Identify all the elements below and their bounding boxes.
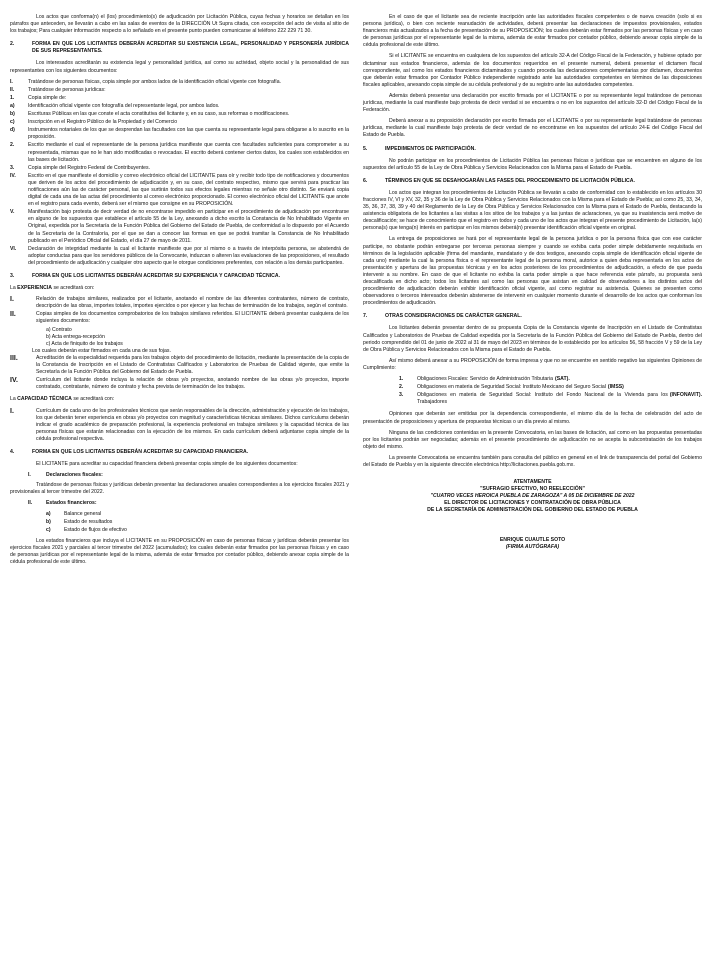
section-title: TÉRMINOS EN QUE SE DESAHOGARÁN LAS FASES DEL PROCEDIMIENTO DE LICITACIÓN PÚBLICA. — [385, 177, 635, 184]
signature-place-date: "CUATRO VECES HEROICA PUEBLA DE ZARAGOZA" A 05 DE DICIEMBRE DE 2022 — [430, 493, 635, 500]
list-item-label: II. — [10, 86, 15, 93]
list-item-text: Escrito en el que manifieste el domicilio y correo electrónico oficial del LICITANTE para oír y recibir todo tipo de notificaciones y documentos que deriven de los actos del procedimiento de adjudicación y, en su caso, del contrato respectivo, mismo que servirá para practicar las notificaciones aún las de carácter personal, las que surtirán todos sus efectos legales mientras no señale otro distinto. Se enviará copia digital de cada una de las actas del procedimiento al correo electrónico proporcionado. El correo electrónico oficial del LICITANTE que anote en el registro para cada evento, deberá ser el mismo que consigne en su PROPOSICIÓN. — [28, 172, 349, 208]
list-item-text: Obligaciones en materia de Seguridad Social: Instituto del Fondo Nacional de la Vivienda para los Trabajadores — [417, 392, 668, 406]
list-item-label: I. — [10, 78, 13, 85]
list-item-label: c) — [10, 119, 15, 126]
section-7-paragraph-3: Opiniones que deberán ser emitidas por la dependencia correspondiente, el mismo día de la fecha de celebración del acto de presentación de proposiciones y apertura de propuestas técnicas o un día previo al mismo. — [363, 411, 702, 425]
section-number: 3. — [10, 273, 15, 279]
list-item — [10, 355, 349, 376]
section-number: 7. — [363, 313, 368, 320]
list-item — [10, 103, 349, 110]
item-label: I. — [28, 472, 31, 479]
section-6-paragraph-2: La entrega de proposiciones se hará por el representante legal de la persona jurídica o por la persona física que con ese carácter participe, no obstante podrán entregarse por terceras personas siempre y cuando se exhiba carta poder simple debidamente requisitada en términos de la legislación aplicable (firma del mandante, mandatario y de dos testigos, anexando copia simple de identificación oficial vigente de cada uno) mediante la cual la persona física o el representante legal de la persona moral, autorice a quien deba representarla en los actos de presentación y apertura de las propuestas técnicas y en los actos posteriores de los procedimientos de adjudicación, a efecto de que pueda intervenir a su nombre. En caso de que el licitante no exhiba la carta poder simple a que hace referencia este párrafo, su propuesta será descalificada en dicho acto; todos los licitantes así como las personas que asistan en calidad de observadores a los distintos actos del procedimiento de adjudicación deberán exhibir identificación oficial vigente, así como registrar su asistencia. Quienes se presenten como observadores o terceros interesados deberán abstenerse de intervenir en cualquier momento durante el desarrollo de los actos que conforman los procedimientos de adjudicación. — [363, 236, 702, 307]
section-title: FORMA EN QUE LOS LICITANTES DEBERÁN ACREDITAR SU EXISTENCIA LEGAL, PERSONALIDAD Y PERSONERÍA JURÍDICA DE SUS REPRESENTANTES. — [32, 41, 349, 55]
experience-list — [10, 296, 349, 325]
section-7-paragraph-1: Los licitantes deberán presentar dentro de su propuesta Copia de la Constancia vigente de Inscripción en el Listado de Contratistas Calificados y Laboratorios de Pruebas de Calidad expedida por la Secretaría de la Función Pública del Gobierno del Estado de Puebla, dentro del periodo comprendido del 01 de junio de 2022 al 31 de mayo del 2023 en términos de lo establecido por los artículos 56, 58 fracción V y 59 de la Ley de Obra Pública y Servicios Relacionados con la Misma para el Estado de Puebla. — [363, 325, 702, 353]
list-item-label: III. — [10, 354, 18, 362]
right-column — [363, 14, 702, 943]
list-item-label: II. — [10, 311, 16, 319]
section-7-paragraph-2: Así mismo deberá anexar a su PROPOSICIÓN de forma impresa y que no se encuentre en sentido negativo las siguientes Opiniones de Cumplimiento: — [363, 357, 702, 371]
experience-docs-list — [46, 327, 349, 348]
list-item — [10, 79, 349, 86]
list-item-label: 1. — [399, 376, 404, 383]
section-number: 4. — [10, 448, 15, 455]
signature-closing: ATENTAMENTE — [513, 479, 552, 486]
list-item-text: Copias simples de los documentos comprobatorios de los trabajos similares referidos. El LICITANTE deberá presentar cualquiera de los siguientes documentos: — [36, 311, 349, 325]
financial-statements-heading — [28, 500, 349, 507]
experience-docs — [10, 327, 349, 348]
list-item-acronym: (IMSS) — [607, 384, 624, 391]
list-item-text: Escrituras Públicas en las que conste el acta constitutiva del licitante y, en su caso, sus reformas o modificaciones. — [28, 111, 290, 118]
list-item-text: Tratándose de personas físicas, copia simple por ambos lados de la identificación oficial vigente con fotografía. — [28, 78, 281, 85]
list-item-text: Manifestación bajo protesta de decir verdad de no encontrarse impedido en participar en el procedimiento de adjudicación por encontrarse en alguno de los supuestos que establece el artículo 55 de la Ley, anexando a dicho escrito la Constancia de No Inhabilitado Vigente en Original, expedida por la Secretaría de la Función Pública del Gobierno del Estado de Puebla, de conformidad a lo dispuesto por el Acuerdo de la Secretaría de la Contraloría, por el que se dan a conocer las formas en que se podrá tramitar la Constancia de No Inhabilitado publicado en el Periódico Oficial del Estado, el día 27 de mayo de 2011. — [28, 209, 349, 244]
capacity-label: CAPACIDAD TÉCNICA — [17, 396, 72, 403]
capacity-intro-post: se acreditará con: — [73, 396, 115, 403]
signature-position: EL DIRECTOR DE LICITACIONES Y CONTRATACIÓN DE OBRA PÚBLICA — [444, 500, 621, 507]
list-item — [10, 165, 349, 172]
section-2-list — [10, 79, 349, 267]
section-5-text: No podrán participar en los procedimientos de Licitación Pública las personas físicas o jurídicas que se encuentren en alguno de los supuestos del artículo 55 de la Ley de Obra Pública y Servicios Relacionados con la Misma para el Estado de Puebla. — [363, 157, 702, 171]
section-title: FORMA EN QUE LOS LICITANTES DEBERÁN ACREDITAR SU EXPERIENCIA Y CAPACIDAD TÉCNICA. — [32, 273, 280, 279]
document-type-item: a) Contrato — [46, 326, 72, 333]
list-item-acronym: (INFONAVIT). — [669, 392, 702, 399]
list-item-text: Escrito mediante el cual el representante de la persona jurídica manifieste que cuenta con facultades suficientes para comprometer a su representada, mismas que no le han sido modificadas o revocadas. El escrito deberá contener ciertos datos, los cuales son establecidos en las bases de licitación. — [28, 142, 349, 163]
item-title: Estados financieros: — [46, 500, 97, 507]
list-item-acronym: (SAT). — [555, 376, 570, 383]
capacity-intro — [10, 396, 349, 403]
experience-intro-pre: La — [10, 285, 16, 292]
signature-note: (FIRMA AUTÓGRAFA) — [505, 543, 560, 550]
list-item — [399, 376, 702, 383]
section-title: IMPEDIMENTOS DE PARTICIPACIÓN. — [385, 145, 476, 152]
fiscal-declarations-text: Tratándose de personas físicas y jurídicas deberán presentar las declaraciones anuales correspondientes a los ejercicios fiscales 2021 y provisionales al tercer trimestre del 2022. — [10, 482, 349, 496]
list-item-text: Estado de flujos de efectivo — [64, 526, 127, 533]
list-item-label: a) — [46, 510, 51, 517]
financial-statements-text: Los estados financieros que incluya el LICITANTE en su PROPOSICIÓN en caso de personas físicas y jurídicas deberán presentar los ejercicios fiscales 2021 y parciales al tercer trimestre del 2022 (acumulados); los cuales deberán estar firmados por las personas físicas y en caso de personas jurídicas por el representante legal de la misma, además de estar firmados por contador público, debiendo anexar copia simple de la cédula profesional de este último. — [10, 537, 349, 566]
signatory-name: ENRIQUE CUAUTLE SOTO — [499, 536, 566, 543]
list-item-label: V. — [10, 209, 15, 216]
list-item-label: I. — [10, 296, 14, 304]
item-label: II. — [28, 500, 33, 507]
list-item — [10, 311, 349, 325]
fiscal-opinion-paragraph: Si el LICITANTE se encuentra en cualquiera de los supuestos del artículo 32-A del Código Fiscal de la Federación, y hubiese optado por dictaminar sus estados financieros, además de los documentos requeridos en el presente numeral, deberá presentar el dictamen fiscal correspondiente, así como los estados financieros dictaminados y cuando proceda las declaraciones complementarias por dictamen, documentos que deberán estar firmados por Contador Público independiente registrado ante las autoridades competentes en términos de las disposiciones fiscales aplicables, anexando copia simple de su cédula profesional y de su registro ante las autoridades competentes. — [363, 53, 702, 88]
signature-motto: "SUFRAGIO EFECTIVO, NO REELECCIÓN" — [480, 486, 585, 493]
experience-list-2 — [10, 355, 349, 391]
experience-intro — [10, 285, 349, 292]
article-32d-paragraph: Además deberá presentar una declaración por escrito firmada por el LICITANTE o por su representante legal tratándose de personas jurídicas, mediante la cual manifieste bajo protesta de decir verdad si se encuentra o no en los supuestos del artículo 32-D del Código Fiscal de la Federación. — [363, 92, 702, 114]
list-item — [399, 384, 702, 391]
section-7-heading — [363, 313, 702, 320]
list-item — [10, 127, 349, 141]
list-item — [46, 511, 349, 518]
list-item-text: Currículum del licitante donde incluya la relación de obras y/o proyectos, anotando nombre de las obras y/o proyectos, importe contratado, contratante, número de contrato y fecha prevista de terminación de los trabajos. — [36, 377, 349, 391]
list-item-label: b) — [46, 518, 51, 525]
fiscal-declarations-heading — [28, 472, 349, 479]
experience-intro-post: se acreditará con: — [53, 285, 95, 292]
experience-label: EXPERIENCIA — [17, 285, 53, 292]
list-item-text: Obligaciones en materia de Seguridad Social: Instituto Mexicano del Seguro Social — [417, 384, 606, 391]
section-6-paragraph-1: Los actos que integran los procedimientos de Licitación Pública se llevarán a cabo de conformidad con lo establecido en los artículos 30 fracciones IV, VI y XV, 32, 35 y 36 de la Ley de Obra Pública y Servicios Relacionados con la Misma para el Estado de Puebla; así como 25, 33, 34, 35, 36, 37, 38, 39 y 40 del Reglamento de la Ley de Obra Pública y Servicios Relacionados con la Misma para el Estado de Puebla, destacando la asistencia obligatoria de los licitantes a las visitas a los sitios de los trabajos y a las juntas de aclaraciones, ya que su inasistencia será motivo de descalificación; se hace de conocimiento que el registro en todos y cada uno de los actos que integran el presente procedimiento de Licitación, la(s) persona(s) que tenga(n) interés en participar en los mismos deberá(n) presentar identificación oficial vigente en original. — [363, 189, 702, 232]
list-item — [10, 209, 349, 244]
section-title: FORMA EN QUE LOS LICITANTES DEBERÁN ACREDITAR SU CAPACIDAD FINANCIERA. — [32, 448, 249, 455]
list-item-label: 3. — [399, 392, 404, 399]
list-item-label: d) — [10, 127, 15, 134]
list-item-label: VI. — [10, 245, 17, 252]
section-number: 2. — [10, 41, 15, 48]
section-title: OTRAS CONSIDERACIONES DE CARÁCTER GENERAL. — [385, 313, 522, 320]
article-24e-paragraph: Deberá anexar a su proposición declaración por escrito firmada por el LICITANTE o por su representante legal tratándose de personas jurídicas, mediante la cual manifieste bajo protesta de decir verdad de no encontrarse en los supuestos del artículo 24-E del Código Fiscal del Estado de Puebla. — [363, 118, 702, 139]
capacity-intro-pre: La — [10, 396, 16, 403]
section-2-heading — [10, 41, 349, 55]
section-2-intro: Los interesados acreditarán su existencia legal y personalidad jurídica, así como su actividad, objeto social y la personalidad de sus representantes con los siguientes documentos: — [10, 60, 349, 74]
list-item — [10, 246, 349, 267]
section-4-heading — [10, 449, 349, 456]
recent-registration-paragraph: En el caso de que el licitante sea de reciente inscripción ante las autoridades fiscales competentes o de nueva creación (solo si es persona jurídica), o bien con reciente reanudación de actividades, deberá presentar las declaraciones de impuestos provisionales, estados financieros más actualizados a la fecha de presentación de su PROPOSICIÓN; los cuales deberán estar firmados por las personas físicas y en caso de personas jurídicas por el representante legal de la misma, además de estar firmados por contador público, debiendo anexar copia simple de la cédula profesional de este último. — [363, 14, 702, 49]
section-5-heading — [363, 146, 702, 153]
document-type-item: c) Acta de finiquito de los trabajos — [46, 340, 123, 347]
list-item-text: Identificación oficial vigente con fotografía del representante legal, por ambos lados. — [28, 102, 220, 109]
list-item — [10, 377, 349, 391]
section-4-intro: El LICITANTE para acreditar su capacidad financiera deberá presentar copia simple de los siguientes documentos: — [36, 461, 298, 468]
list-item — [10, 111, 349, 118]
section-number: 5. — [363, 145, 368, 152]
list-item — [10, 173, 349, 208]
list-item-text: Balance general — [64, 510, 102, 517]
list-item — [10, 95, 349, 102]
list-item-text: Currículum de cada uno de los profesionales técnicos que serán responsables de la dirección, administración y ejecución de los trabajos, los que deberán tener experiencia en obras y/o proyectos con magnitud y características técnicas similares. Dichos currículums deberán indicar el grado académico de preparación profesional, la experiencia profesional en trabajos similares y la capacidad técnica de las personas físicas que estarán relacionadas con la ejecución de los mismos. En cada currículum deberá adjuntarse copia simple de la cédula profesional respectiva. — [36, 407, 349, 442]
list-item-text: Relación de trabajos similares, realizados por el licitante, anotando el nombre de las diferentes contratantes, número de contrato, descripción de las obras, importes totales, importes ejercidos o por ejercer y las fechas de terminación de los trabajos, según el contrato. — [36, 296, 349, 310]
signature-block — [363, 479, 702, 551]
list-item — [10, 296, 349, 310]
list-item-text: Estado de resultados — [64, 518, 113, 525]
list-item — [10, 87, 349, 94]
intro-paragraph: Los actos que conforma(n) el (los) procedimiento(s) de adjudicación por Licitación Pública, cuyas fechas y horarios se detallan en los párrafos que anteceden, se llevarán a cabo en las salas de eventos de la DIRECCIÓN Ut Supra citada, con excepción del acto de visita al sitio de los trabajos; Para cualquier información respecto a lo señalado en el presente punto pueden comunicarse al teléfono 222 229 71 30. — [10, 14, 349, 35]
list-item-label: IV. — [10, 172, 16, 179]
section-3-heading — [10, 273, 349, 280]
list-item-label: 2. — [399, 384, 404, 391]
list-item-label: I. — [10, 407, 14, 415]
section-7-paragraph-5: La presente Convocatoria se encuentra también para consulta del público en general en el link de transparencia del portal del Gobierno del Estado de Puebla y en la siguiente dirección electrónica http://licitaciones.puebla.gob.mx. — [363, 454, 702, 468]
list-item — [46, 527, 349, 534]
left-column — [10, 14, 349, 943]
list-item-label: a) — [10, 102, 15, 109]
list-item — [399, 392, 702, 406]
financial-statements-list — [10, 511, 349, 534]
list-item-text: Inscripción en el Registro Público de la Propiedad y del Comercio — [28, 119, 178, 126]
compliance-opinions-list — [363, 376, 702, 406]
list-item-label: 1. — [10, 94, 15, 101]
list-item-label: c) — [46, 526, 51, 533]
list-item-text: Obligaciones Fiscales: Servicio de Administración Tributaria — [417, 376, 553, 383]
list-item-text: Copia simple del Registro Federal de Contribuyentes. — [28, 164, 151, 171]
list-item — [46, 519, 349, 526]
capacity-list — [10, 408, 349, 443]
list-item — [10, 142, 349, 163]
experience-docs-note: Los cuales deberán estar firmados en cada una de sus fojas. — [32, 347, 171, 354]
list-item-text: Acreditación de la especialidad requerida para los trabajos objeto del procedimiento de licitación, mediante la presentación de la copia de la Constancia de Inscripción en el Listado de Contratistas Calificados y Laboratorios de Pruebas de Calidad vigente, que emite la Secretaría de la Función Pública del Gobierno del Estado de Puebla. — [36, 354, 349, 376]
list-item — [10, 408, 349, 443]
list-item-label: 2. — [10, 142, 15, 149]
list-item-text: Tratándose de personas jurídicas: — [28, 86, 106, 93]
list-item-label: 3. — [10, 164, 15, 171]
section-number: 6. — [363, 177, 368, 184]
list-item-label: IV. — [10, 377, 18, 385]
item-title: Declaraciones fiscales: — [46, 472, 103, 479]
list-item-text: Declaración de integridad mediante la cual el licitante manifieste que por sí mismo o a través de interpósita persona, se abstendrá de adoptar conductas para que los servidores públicos de la Convocante, induzcan o alteren las evaluaciones de las proposiciones, el resultado del procedimiento de adjudicación y cualquier otro aspecto que le otorgue condiciones preferentes, con relación a los demás participantes. — [28, 245, 349, 266]
section-6-heading — [363, 178, 702, 185]
list-item — [10, 119, 349, 126]
document-type-item: b) Acta entrega-recepción — [46, 333, 105, 340]
signature-department: DE LA SECRETARÍA DE ADMINISTRACIÓN DEL GOBIERNO DEL ESTADO DE PUEBLA — [427, 507, 638, 514]
list-item-text: Instrumentos notariales de los que se desprendan las facultades con las que cuenta su representante legal para obligarse a lo suscrito en la proposición. — [28, 127, 349, 141]
list-item-text: Copia simple de: — [28, 94, 67, 101]
list-item-label: b) — [10, 111, 15, 118]
section-7-paragraph-4: Ninguna de las condiciones contenidas en la presente Convocatoria, en las bases de licitación, así como en las propuestas presentadas por los licitantes podrán ser negociadas; además en el presente procedimiento de adjudicación no se acepta la subcontratación de los trabajos objeto del mismo. — [363, 429, 702, 450]
